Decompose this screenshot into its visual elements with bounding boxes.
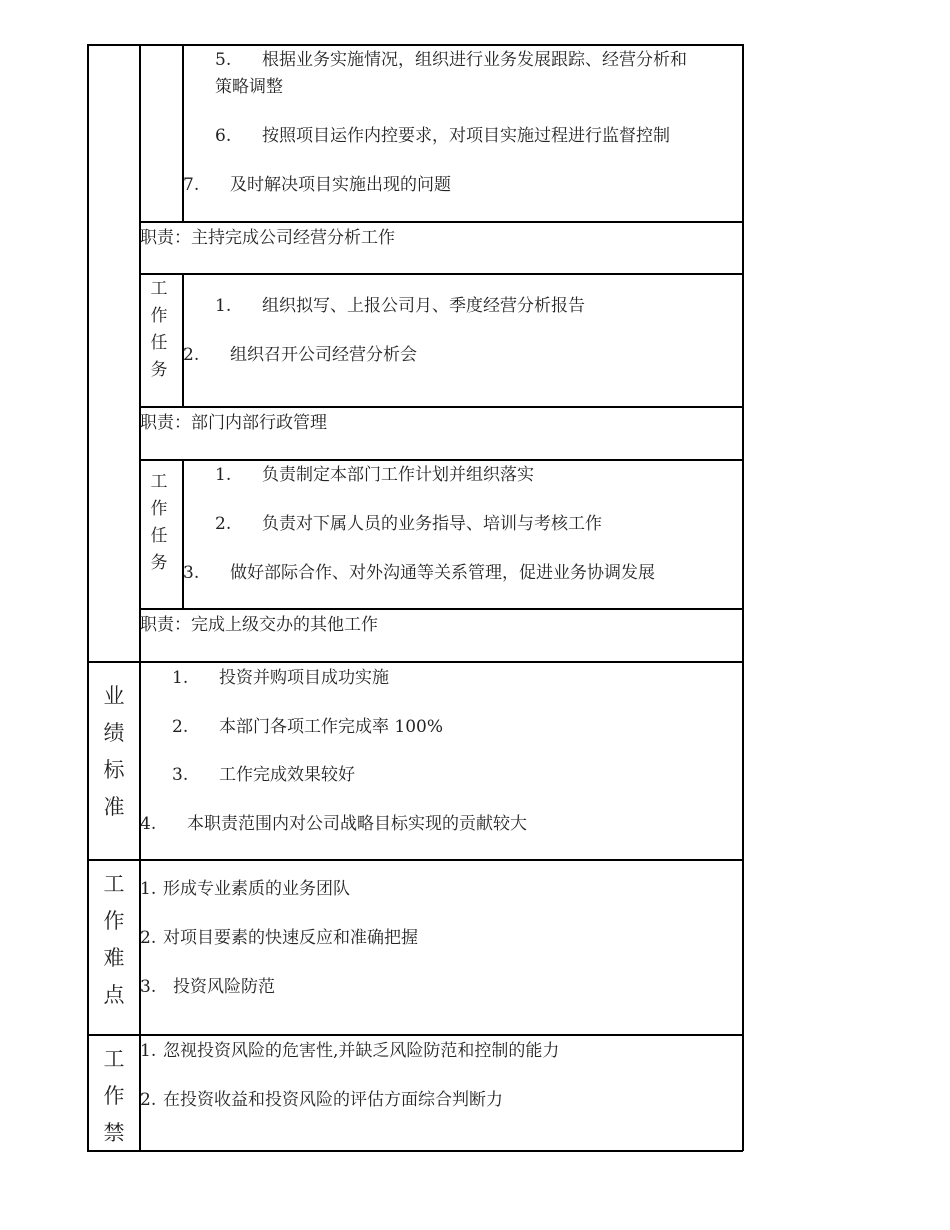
taboo-text: 忽视投资风险的危害性,并缺乏风险防范和控制的能力 — [163, 1041, 560, 1061]
row-divider — [139, 459, 743, 461]
row-divider — [139, 406, 743, 408]
taboos-label-vertical: 工 作 禁 — [103, 1047, 125, 1145]
task-text: 及时解决项目实施出现的问题 — [230, 175, 451, 195]
task-column-divider-3 — [182, 459, 184, 609]
performance-number: 2. — [172, 717, 189, 737]
task-text-continued: 策略调整 — [215, 77, 283, 97]
row-divider — [139, 273, 743, 275]
task-text: 按照项目运作内控要求，对项目实施过程进行监督控制 — [262, 126, 670, 146]
task-label-vertical: 工 作 任 务 — [150, 472, 168, 573]
performance-number: 1. — [172, 668, 189, 688]
row-divider — [139, 608, 743, 610]
performance-number: 4. — [140, 814, 157, 834]
difficulty-number: 3. — [140, 977, 157, 997]
row-divider — [139, 221, 743, 223]
performance-text: 本部门各项工作完成率 100% — [219, 717, 444, 737]
section-divider — [87, 859, 743, 861]
performance-text: 本职责范围内对公司战略目标实现的贡献较大 — [187, 814, 527, 834]
task-number: 3. — [183, 563, 200, 583]
section-divider — [87, 1034, 743, 1036]
difficulty-text: 对项目要素的快速反应和准确把握 — [163, 928, 418, 948]
difficulty-number: 1. — [140, 879, 157, 899]
task-number: 2. — [215, 514, 232, 534]
duty-label: 职责：完成上级交办的其他工作 — [140, 615, 378, 635]
difficulty-text: 投资风险防范 — [173, 977, 275, 997]
task-number: 2. — [183, 345, 200, 365]
task-text: 组织拟写、上报公司月、季度经营分析报告 — [262, 296, 585, 316]
taboo-number: 1. — [140, 1041, 157, 1061]
performance-text: 投资并购项目成功实施 — [219, 668, 389, 688]
table-bottom-border — [87, 1150, 743, 1152]
taboo-number: 2. — [140, 1090, 157, 1110]
task-text: 负责制定本部门工作计划并组织落实 — [262, 465, 534, 485]
task-text: 组织召开公司经营分析会 — [230, 345, 417, 365]
task-text: 做好部际合作、对外沟通等关系管理，促进业务协调发展 — [230, 563, 655, 583]
task-text: 负责对下属人员的业务指导、培训与考核工作 — [262, 514, 602, 534]
task-number: 6. — [215, 126, 232, 146]
task-number: 7. — [183, 175, 200, 195]
difficulty-number: 2. — [140, 928, 157, 948]
task-number: 1. — [215, 296, 232, 316]
table-right-border — [742, 44, 744, 1151]
table-top-border — [87, 44, 743, 46]
task-label-vertical: 工 作 任 务 — [150, 279, 168, 380]
performance-text: 工作完成效果较好 — [219, 765, 355, 785]
task-text: 根据业务实施情况，组织进行业务发展跟踪、经营分析和 — [262, 50, 687, 70]
performance-label-vertical: 业 绩 标 准 — [103, 684, 125, 819]
duty-label: 职责：部门内部行政管理 — [140, 413, 327, 433]
difficulties-label-vertical: 工 作 难 点 — [103, 872, 125, 1007]
duty-label: 职责：主持完成公司经营分析工作 — [140, 228, 395, 248]
section-divider — [87, 661, 743, 663]
task-number: 5. — [215, 50, 232, 70]
difficulty-text: 形成专业素质的业务团队 — [163, 879, 350, 899]
performance-number: 3. — [172, 765, 189, 785]
task-number: 1. — [215, 465, 232, 485]
taboo-text: 在投资收益和投资风险的评估方面综合判断力 — [163, 1090, 503, 1110]
task-column-divider-2 — [182, 274, 184, 407]
